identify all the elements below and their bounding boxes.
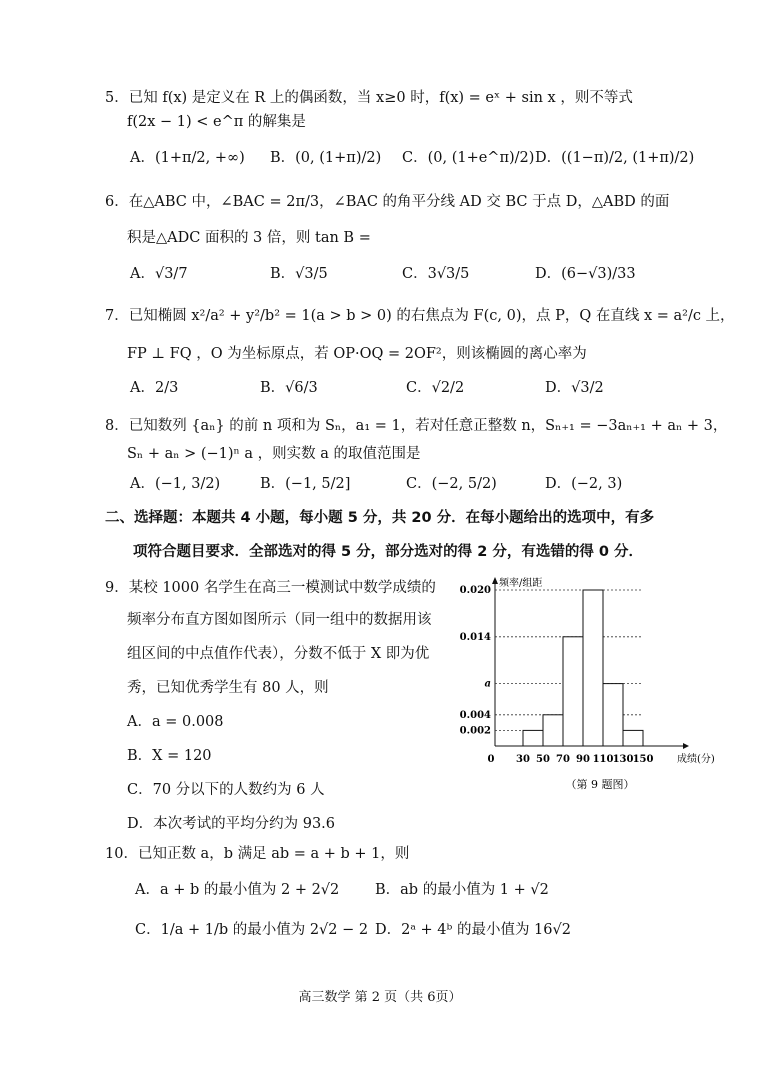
histogram-bar (623, 730, 643, 746)
q5-option-d: D．((1−π)/2, (1+π)/2) (535, 150, 695, 166)
y-tick-label: a (484, 678, 491, 690)
x-tick-label: 30 (516, 754, 530, 765)
q7-option-c: C．√2/2 (406, 380, 465, 396)
histogram-bar (583, 590, 603, 746)
q9-option-b: B．X = 120 (127, 748, 212, 764)
q6-option-a: A．√3/7 (130, 266, 188, 282)
q7-stem-line2: FP ⊥ FQ ，O 为坐标原点，若 OP·OQ = 2OF²，则该椭圆的离心率为 (127, 346, 587, 362)
histogram-bar (543, 715, 563, 746)
q8-option-c: C．(−2, 5/2) (406, 476, 497, 492)
x-tick-label: 50 (536, 754, 550, 765)
q5-option-c: C．(0, (1+e^π)/2) (402, 150, 535, 166)
q9-option-a: A．a = 0.008 (127, 714, 224, 730)
section2-header-line1: 二、选择题：本题共 4 小题，每小题 5 分，共 20 分．在每小题给出的选项中，有多 (105, 510, 655, 526)
histogram-bar (563, 637, 583, 746)
histogram-bar (603, 684, 623, 746)
x-axis-label: 成绩(分) (677, 754, 715, 765)
x-tick-label: 70 (556, 754, 570, 765)
page-footer: 高三数学 第 2 页（共 6页） (298, 990, 462, 1005)
q6-stem-line1: 6．在△ABC 中，∠BAC = 2π/3，∠BAC 的角平分线 AD 交 BC 于点 D，△ABD 的面 (105, 194, 670, 210)
x-axis-arrow (683, 743, 689, 749)
q7-stem-line1: 7．已知椭圆 x²/a² + y²/b² = 1(a > b > 0) 的右焦点为 F(c, 0)，点 P，Q 在直线 x = a²/c 上， (105, 308, 735, 324)
x-tick-label: 90 (576, 754, 590, 765)
q7-option-b: B．√6/3 (260, 380, 318, 396)
q6-stem-line2: 积是△ADC 面积的 3 倍，则 tan B = (127, 230, 371, 246)
q8-option-d: D．(−2, 3) (545, 476, 623, 492)
y-tick-label: 0.002 (459, 725, 491, 737)
q6-option-d: D．(6−√3)/33 (535, 266, 636, 282)
figure-caption: （第 9 题图） (565, 778, 635, 791)
q10-option-a: A．a + b 的最小值为 2 + 2√2 (135, 882, 340, 898)
y-axis-label: 频率/组距 (499, 578, 543, 589)
q8-stem-line1: 8．已知数列 {aₙ} 的前 n 项和为 Sₙ，a₁ = 1，若对任意正整数 n，Sₙ₊₁ = −3aₙ₊₁ + aₙ + 3， (105, 418, 728, 434)
q5-option-b: B．(0, (1+π)/2) (270, 150, 382, 166)
q5-option-a: A．(1+π/2, +∞) (130, 150, 245, 166)
q5-stem-line2: f(2x − 1) < e^π 的解集是 (127, 114, 306, 130)
q8-stem-line2: Sₙ + aₙ > (−1)ⁿ a ，则实数 a 的取值范围是 (127, 446, 421, 462)
x-tick-label: 0 (487, 754, 495, 765)
q8-option-b: B．(−1, 5/2] (260, 476, 351, 492)
q10-stem: 10．已知正数 a，b 满足 ab = a + b + 1，则 (105, 846, 410, 862)
x-tick-label: 110 (592, 754, 614, 765)
x-tick-label: 150 (632, 754, 654, 765)
q9-stem-line1: 9．某校 1000 名学生在高三一模测试中数学成绩的 (105, 580, 436, 596)
q10-option-b: B．ab 的最小值为 1 + √2 (375, 882, 549, 898)
q6-option-b: B．√3/5 (270, 266, 328, 282)
q9-stem-line4: 秀，已知优秀学生有 80 人，则 (127, 680, 329, 696)
section2-header-line2: 项符合题目要求．全部选对的得 5 分，部分选对的得 2 分，有选错的得 0 分． (133, 544, 644, 560)
y-tick-label: 0.004 (459, 709, 491, 721)
histogram-bar (523, 730, 543, 746)
y-tick-label: 0.020 (459, 585, 491, 596)
q7-option-d: D．√3/2 (545, 380, 604, 396)
frequency-histogram (455, 572, 715, 797)
q9-option-d: D．本次考试的平均分约为 93.6 (127, 816, 336, 832)
x-tick-label: 130 (612, 754, 634, 765)
q8-option-a: A．(−1, 3/2) (130, 476, 221, 492)
q6-option-c: C．3√3/5 (402, 266, 470, 282)
q10-option-c: C．1/a + 1/b 的最小值为 2√2 − 2 (135, 922, 369, 938)
q9-option-c: C．70 分以下的人数约为 6 人 (127, 782, 325, 798)
q7-option-a: A．2/3 (130, 380, 179, 396)
q9-stem-line3: 组区间的中点值作代表），分数不低于 X 即为优 (127, 646, 430, 662)
q5-stem-line1: 5．已知 f(x) 是定义在 R 上的偶函数，当 x≥0 时，f(x) = eˣ + sin x ，则不等式 (105, 90, 633, 106)
y-axis-arrow (492, 577, 498, 584)
q9-stem-line2: 频率分布直方图如图所示（同一组中的数据用该 (127, 612, 432, 628)
q10-option-d: D．2ᵃ + 4ᵇ 的最小值为 16√2 (375, 922, 571, 938)
y-tick-label: 0.014 (459, 631, 491, 643)
